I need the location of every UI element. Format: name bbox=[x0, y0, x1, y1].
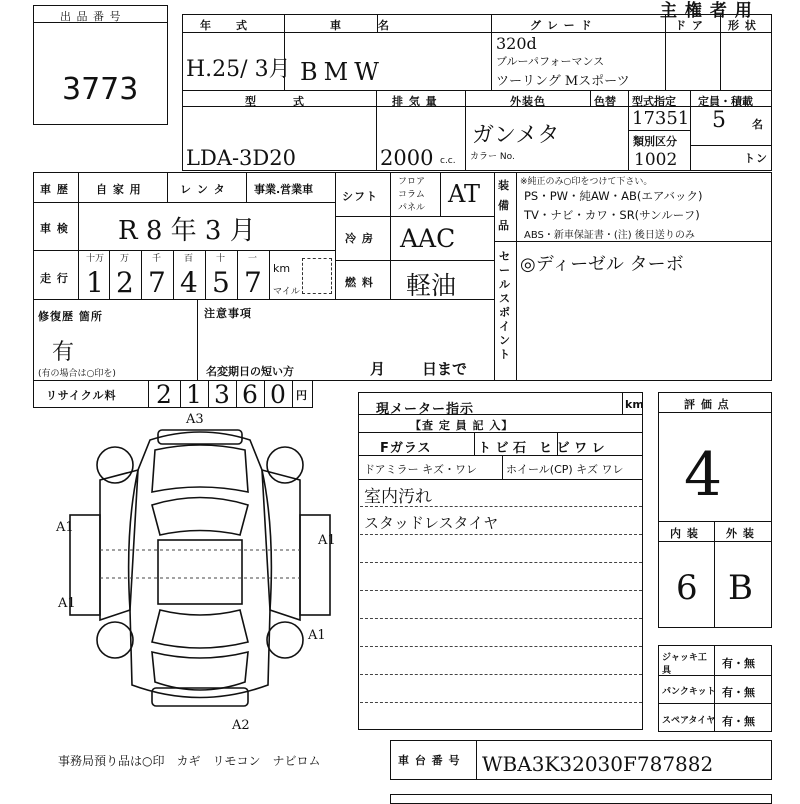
recycle-digit: 1 bbox=[186, 380, 202, 409]
lot-number: 3773 bbox=[62, 72, 139, 107]
equipment-label: 装 備 品 bbox=[498, 179, 510, 232]
grade-line-1: 320d bbox=[496, 34, 537, 53]
capacity-unit: 名 bbox=[752, 118, 764, 131]
equipment-line-1: PS・PW・純AW・AB(エアバック) bbox=[524, 189, 703, 203]
name-change-day: 日まで bbox=[422, 360, 468, 378]
damage-mark: A2 bbox=[232, 718, 250, 733]
color-label: 外装色 bbox=[510, 95, 546, 108]
mileage-unit-1: 一 bbox=[248, 254, 258, 264]
chassis-label: 車 台 番 号 bbox=[398, 754, 461, 767]
maker-value: BMW bbox=[300, 58, 385, 86]
recycle-digit: 3 bbox=[214, 380, 230, 409]
glass-options: ト ビ 石 ヒ ビ ワ レ bbox=[478, 441, 605, 456]
damage-mark: A1 bbox=[318, 533, 336, 548]
meter-unit: km bbox=[625, 398, 644, 411]
exterior-score: B bbox=[728, 568, 753, 608]
mile-checkbox bbox=[302, 258, 332, 294]
spare-option: 有・無 bbox=[722, 715, 755, 728]
rental-label: レ ン タ bbox=[180, 183, 226, 196]
mileage-label: 走 行 bbox=[40, 272, 69, 285]
displacement-unit: c.c. bbox=[440, 156, 456, 166]
mileage-digit: 1 bbox=[86, 266, 104, 299]
displacement-label: 排 気 量 bbox=[392, 95, 438, 108]
car-damage-diagram bbox=[40, 410, 360, 740]
model-label: 型 式 bbox=[245, 95, 305, 108]
repair-label: 修復歴 箇所 bbox=[38, 310, 103, 323]
mileage-unit-10: 十 bbox=[216, 254, 226, 264]
grade-line-3: ツーリング Mスポーツ bbox=[496, 74, 630, 89]
shaken-label: 車 検 bbox=[40, 222, 69, 235]
sales-point-label: セールスポイント bbox=[499, 250, 511, 361]
recycle-digit: 6 bbox=[242, 380, 258, 409]
model-value: LDA-3D20 bbox=[186, 146, 296, 170]
mileage-unit-10k: 万 bbox=[120, 254, 130, 264]
recycle-digit: 0 bbox=[270, 380, 286, 409]
door-label: ド ア bbox=[675, 19, 704, 32]
load-unit: トン bbox=[744, 152, 768, 165]
private-use-label: 自 家 用 bbox=[96, 183, 142, 196]
damage-mark: A1 bbox=[308, 628, 326, 643]
sales-point-value: ◎ディーゼル ターボ bbox=[520, 254, 684, 275]
shift-label: シフト bbox=[342, 190, 378, 203]
color-change-label: 色替 bbox=[594, 95, 616, 108]
maker-label: 車 名 bbox=[330, 19, 390, 32]
wheel-label: ホイール(CP) キズ ワレ bbox=[506, 463, 624, 476]
recycle-unit: 円 bbox=[296, 389, 307, 402]
mileage-digit: 7 bbox=[244, 266, 262, 299]
ac-label: 冷 房 bbox=[345, 232, 374, 245]
history-label: 車 歴 bbox=[40, 183, 69, 196]
damage-mark: A1 bbox=[58, 596, 76, 611]
inspector-note: スタッドレスタイヤ bbox=[364, 514, 499, 532]
caution-label: 注意事項 bbox=[204, 307, 252, 320]
ac-value: AAC bbox=[400, 224, 456, 253]
shift-option-column: コラム bbox=[398, 190, 425, 200]
displacement-value: 2000 bbox=[380, 146, 434, 170]
chassis-number: WBA3K32030F787882 bbox=[482, 752, 714, 776]
headline: 主 権 者 用 bbox=[660, 1, 753, 21]
meter-label: 現メーター指示 bbox=[376, 402, 475, 417]
glass-label: Fガラス bbox=[380, 441, 432, 456]
spare-label: スペアタイヤ bbox=[662, 716, 716, 726]
mileage-digit: 5 bbox=[212, 266, 230, 299]
business-use-label: 事業.営業車 bbox=[254, 183, 314, 196]
jack-option: 有・無 bbox=[722, 657, 755, 670]
year-value: H.25/ 3月 bbox=[186, 57, 291, 82]
equipment-line-3: ABS・新車保証書・(注) 後日送りのみ bbox=[524, 230, 695, 241]
grade-label: グ レ ー ド bbox=[530, 19, 593, 32]
capacity-label: 定員・積載 bbox=[698, 95, 753, 108]
color-no-label: カラー No. bbox=[470, 152, 515, 162]
bottom-strip bbox=[390, 794, 772, 804]
mileage-unit-1k: 千 bbox=[152, 254, 162, 264]
model-designation-label: 型式指定 bbox=[632, 95, 676, 108]
shift-option-panel: パネル bbox=[398, 203, 426, 213]
mileage-unit-100: 百 bbox=[184, 254, 194, 264]
capacity-value: 5 bbox=[712, 108, 726, 133]
exterior-label: 外 装 bbox=[726, 527, 755, 540]
damage-mark: A1 bbox=[56, 520, 74, 535]
score-label: 評 価 点 bbox=[684, 398, 730, 411]
grade-line-2: ブルーパフォーマンス bbox=[496, 55, 605, 68]
color-value: ガンメタ bbox=[472, 123, 560, 148]
category-value: 1002 bbox=[634, 150, 678, 170]
mileage-digit: 7 bbox=[148, 266, 166, 299]
office-note: 事務局預り品は○印 カギ リモコン ナビロム bbox=[58, 754, 321, 768]
name-change-label: 名変期日の短い方 bbox=[206, 365, 294, 378]
inspector-note: 室内汚れ bbox=[364, 487, 432, 507]
km-label: km bbox=[273, 262, 291, 275]
shift-value: AT bbox=[448, 180, 481, 208]
mileage-digit: 4 bbox=[180, 266, 198, 299]
score-value: 4 bbox=[684, 440, 723, 510]
lot-number-label: 出 品 番 号 bbox=[60, 10, 122, 23]
year-label: 年 式 bbox=[200, 19, 248, 32]
puncture-label: パンクキット bbox=[662, 687, 716, 697]
mileage-unit-100k: 十万 bbox=[86, 254, 105, 264]
recycle-label: リサイクル料 bbox=[46, 389, 117, 402]
shaken-value: R 8 年 3 月 bbox=[118, 216, 256, 246]
equipment-line-2: TV・ナビ・カワ・SR(サンルーフ) bbox=[524, 208, 700, 222]
shift-option-floor: フロア bbox=[398, 177, 426, 187]
mile-label: マイル bbox=[273, 287, 300, 297]
interior-label: 内 装 bbox=[670, 527, 699, 540]
damage-mark: A3 bbox=[186, 412, 204, 427]
name-change-month: 月 bbox=[370, 360, 387, 378]
model-designation-value: 17351 bbox=[632, 108, 690, 129]
puncture-option: 有・無 bbox=[722, 686, 755, 699]
repair-value: 有 bbox=[52, 340, 75, 365]
interior-score: 6 bbox=[676, 568, 698, 608]
category-label: 類別区分 bbox=[633, 135, 677, 148]
fuel-label: 燃 料 bbox=[345, 276, 374, 289]
mileage-digit: 2 bbox=[116, 266, 134, 299]
repair-note: (有の場合は○印を) bbox=[38, 369, 116, 379]
jack-label: ジャッキ工 具 bbox=[662, 653, 707, 676]
inspector-label: 【査 定 員 記 入】 bbox=[410, 419, 514, 432]
recycle-digit: 2 bbox=[156, 380, 172, 409]
equipment-note: ※純正のみ○印をつけて下さい。 bbox=[520, 177, 653, 187]
mirror-label: ドアミラー キズ・ワレ bbox=[364, 463, 477, 476]
shape-label: 形 状 bbox=[728, 19, 757, 32]
fuel-value: 軽油 bbox=[406, 271, 457, 300]
